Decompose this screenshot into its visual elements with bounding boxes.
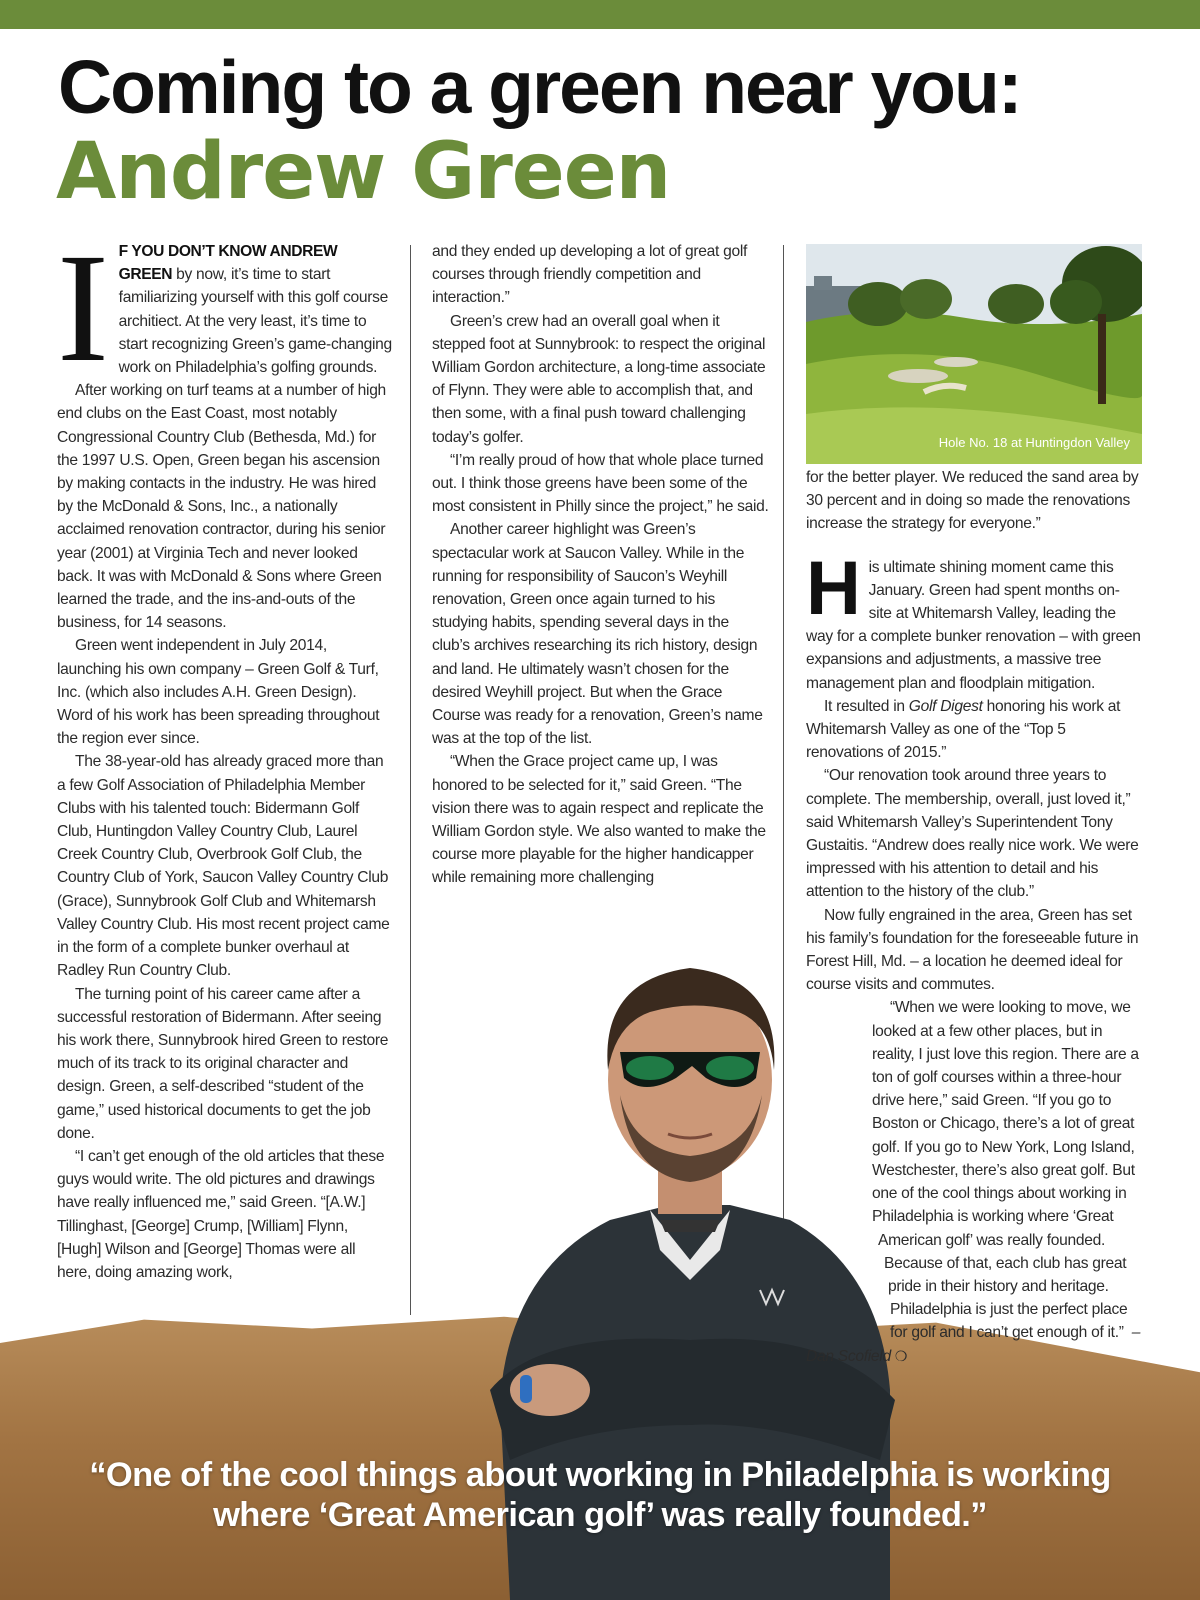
body-paragraph: for the better player. We reduced the sand area by 30 percent and in doing so made the renovations increase the strategy for everyone.” <box>806 469 1139 533</box>
headline-line-1: Coming to a green near you: <box>58 45 1021 129</box>
wrapped-paragraph <box>806 996 1142 1367</box>
top-green-bar <box>0 0 1200 29</box>
pull-quote <box>0 1455 1200 1535</box>
intro-paragraph <box>57 221 392 394</box>
body-paragraph: The turning point of his career came after a successful restoration of Bidermann. After seeing his work there, Sunnybrook hired Green to restore much of its track to its original character and design. Green, a self-described “student of the game,” used historical documents to get the job done. <box>57 985 389 1142</box>
article-column-3 <box>806 466 1142 1368</box>
intro-text: by now, it’s time to start familiarizing yourself with this golf course architiect. At the very least, it’s time to start recognizing Green’s game-changing work on Philadelphia’s golfing grounds. <box>118 266 392 377</box>
body-paragraph: “Our renovation took around three years to complete. The membership, overall, just loved it,” said Whitemarsh Valley’s Superintendent Tony Gustaitis. “Andrew does really nice work. We were impressed with his attention to detail and his attention to the history of the club.” <box>806 767 1139 901</box>
golf-course-photo <box>806 244 1142 464</box>
text-run: It resulted in <box>824 697 909 715</box>
article-column-1 <box>57 221 392 1284</box>
body-paragraph: After working on turf teams at a number of high end clubs on the East Coast, most notably Congressional Country Club (Bethesda, Md.) for the 1997 U.S. Open, Green began his ascension by making contacts in the industry. He was hired by the McDonald & Sons, Inc., a nationally acclaimed renovation contractor, during his senior year (2001) at Virginia Tech and never looked back. It was with McDonald & Sons where Green learned the trade, and the ins-and-outs of the business, for 14 seasons. <box>57 382 386 632</box>
body-paragraph: and they ended up developing a lot of great golf courses through friendly competition and interaction.” <box>432 243 748 307</box>
body-paragraph <box>806 695 1142 765</box>
drop-cap-i: I <box>57 221 109 394</box>
author-byline: – Dan Scofield <box>806 1324 1141 1365</box>
photo-caption: Hole No. 18 at Huntingdon Valley <box>938 435 1130 450</box>
headline-line-2: Andrew Green <box>56 127 671 217</box>
section-paragraph <box>806 545 1142 695</box>
drop-cap-h: H <box>806 545 861 631</box>
body-paragraph: Now fully engrained in the area, Green has set his family’s foundation for the foreseeable future in Forest Hill, Md. – a location he deemed ideal for course visits and commutes. <box>806 906 1139 994</box>
golf-course-illustration <box>806 244 1142 464</box>
body-paragraph: Green went independent in July 2014, launching his own company – Green Golf & Turf, Inc. (which also includes A.H. Green Design). Word of his work has been spreading throughout the region ever since. <box>57 637 380 748</box>
body-paragraph: Green’s crew had an overall goal when it stepped foot at Sunnybrook: to respect the original William Gordon architecture, a long-time associate of Flynn. They were able to accomplish that, and then some, with a final push toward challenging today’s golfer. <box>432 312 766 446</box>
body-paragraph: “I can’t get enough of the old articles that these guys would write. The old pictures and drawings have really influenced me,” said Green. “[A.W.] Tillinghast, [George] Crump, [William] Flynn, [Hugh] Wilson and [George] Thomas were all here, doing amazing work, <box>57 1147 385 1281</box>
end-mark-icon: ❍ <box>894 1347 908 1364</box>
body-paragraph: The 38-year-old has already graced more than a few Golf Association of Philadelphia Member Clubs with his talented touch: Bidermann Golf Club, Huntingdon Valley Country Club, Laurel Creek Country Club, Overbrook Golf Club, the Country Club of York, Saucon Valley Country Club (Grace), Sunnybrook Golf Club and Whitemarsh Valley Country Club. His most recent project came in the form of a complete bunker overhaul at Radley Run Country Club. <box>57 753 390 980</box>
publication-name: Golf Digest <box>908 697 983 715</box>
section-text: is ultimate shining moment came this January. Green had spent months on-site at Whitemarsh Valley, leading the way for a complete bunker renovation – with green expansions and adjustments, a massive tree management plan and floodplain mitigation. <box>806 558 1141 692</box>
text-run: honoring his work at Whitemarsh Valley as one of the “Top 5 renovations of 2015.” <box>806 697 1121 762</box>
pull-quote-line-1: “One of the cool things about working in Philadelphia is working <box>89 1456 1111 1494</box>
pull-quote-line-2: where ‘Great American golf’ was really founded.” <box>213 1496 987 1534</box>
body-paragraph: Another career highlight was Green’s spectacular work at Saucon Valley. While in the running for responsibility of Saucon’s Weyhill renovation, Green once again turned to his studying habits, spending several days in the club’s archives researching its rich history, design and land. He ultimately wasn’t chosen for the desired Weyhill project. But when the Grace Course was ready for a renovation, Green’s name was at the top of the list. <box>432 521 763 748</box>
article-column-2 <box>432 240 770 890</box>
body-paragraph: “I’m really proud of how that whole place turned out. I think those greens have been some of the most consistent in Philly since the project,” he said. <box>432 451 769 516</box>
column-divider <box>410 245 411 1315</box>
body-paragraph: “When the Grace project came up, I was honored to be selected for it,” said Green. “The vision there was to again respect and replicate the William Gordon style. We also wanted to make the course more playable for the higher handicapper while remaining more challenging <box>432 753 766 887</box>
quote-text: “When we were looking to move, we looked at a few other places, but in reality, I just love this region. There are a ton of golf courses within a three-hour drive here,” said Green. “If you go to Boston or Chicago, there’s a lot of great golf. If you go to New York, Long Island, Westchester, there’s also great golf. But one of the cool things about working in Philadelphia is working where ‘Great American golf’ was really founded. Because of that, each club has great pride in their history and heritage. Philadelphia is just the perfect place for golf and I can’t get enough of it.” <box>872 999 1139 1342</box>
lead-in-text: F YOU DON’T KNOW ANDREW GREEN <box>118 243 338 284</box>
